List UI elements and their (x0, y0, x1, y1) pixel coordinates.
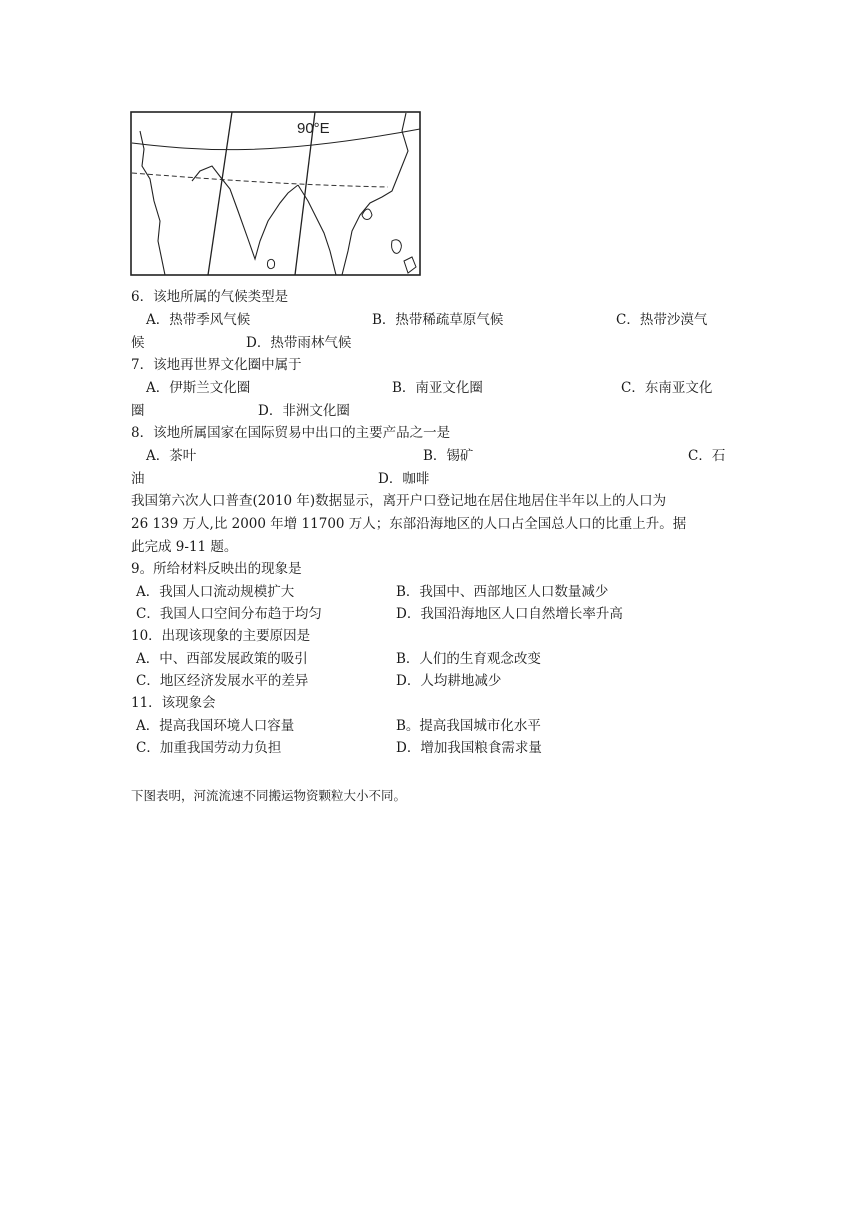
q11-option-a: A．提高我国环境人口容量 (136, 718, 295, 734)
q10-option-b: B．人们的生育观念改变 (396, 651, 541, 667)
question-11-stem: 11．该现象会 (131, 695, 216, 711)
q6-option-a: A．热带季风气候 (146, 312, 251, 328)
question-6-stem: 6．该地所属的气候类型是 (131, 289, 289, 305)
q6-option-c: C．热带沙漠气 (616, 312, 708, 328)
q8-option-b: B．锡矿 (423, 448, 474, 464)
q10-option-c: C．地区经济发展水平的差异 (136, 673, 309, 689)
q7-option-c: C．东南亚文化 (621, 380, 713, 396)
question-8-stem: 8．该地所属国家在国际贸易中出口的主要产品之一是 (131, 425, 451, 441)
figure-intro-text: 下图表明，河流流速不同搬运物资颗粒大小不同。 (131, 788, 407, 803)
question-10-stem: 10．出现该现象的主要原因是 (131, 628, 311, 644)
q11-option-d: D．增加我国粮食需求量 (396, 740, 542, 756)
q7-option-a: A．伊斯兰文化圈 (146, 380, 251, 396)
q10-option-d: D．人均耕地减少 (396, 673, 502, 689)
q9-option-c: C．我国人口空间分布趋于均匀 (136, 606, 322, 622)
question-9-stem: 9。所给材料反映出的现象是 (131, 561, 302, 577)
q6-option-b: B．热带稀疏草原气候 (372, 312, 504, 328)
question-7-stem: 7．该地再世界文化圈中属于 (131, 357, 302, 373)
q6-option-c-wrap: 候 (131, 335, 145, 351)
q7-option-d: D．非洲文化圈 (258, 403, 350, 419)
q7-option-b: B．南亚文化圈 (392, 380, 483, 396)
passage-line-1: 我国第六次人口普查(2010 年)数据显示，离开户口登记地在居住地居住半年以上的人口为 (131, 493, 667, 509)
passage-line-2: 26 139 万人,比 2000 年增 11700 万人；东部沿海地区的人口占全国总人口的比重上升。据 (131, 516, 687, 532)
map-meridian-label: 90°E (297, 120, 330, 137)
q9-option-a: A．我国人口流动规模扩大 (136, 584, 295, 600)
q9-option-d: D．我国沿海地区人口自然增长率升高 (396, 606, 623, 622)
q6-option-d: D．热带雨林气候 (246, 335, 352, 351)
south-asia-map (130, 111, 421, 276)
q8-option-c: C．石 (688, 448, 726, 464)
q8-option-a: A．茶叶 (146, 448, 197, 464)
q9-option-b: B．我国中、西部地区人口数量减少 (396, 584, 609, 600)
q8-option-c-wrap: 油 (131, 471, 145, 487)
passage-line-3: 此完成 9-11 题。 (131, 539, 238, 555)
q7-option-c-wrap: 圈 (131, 403, 145, 419)
q11-option-c: C．加重我国劳动力负担 (136, 740, 282, 756)
q8-option-d: D．咖啡 (378, 471, 430, 487)
q11-option-b: B。提高我国城市化水平 (396, 718, 541, 734)
q10-option-a: A．中、西部发展政策的吸引 (136, 651, 308, 667)
